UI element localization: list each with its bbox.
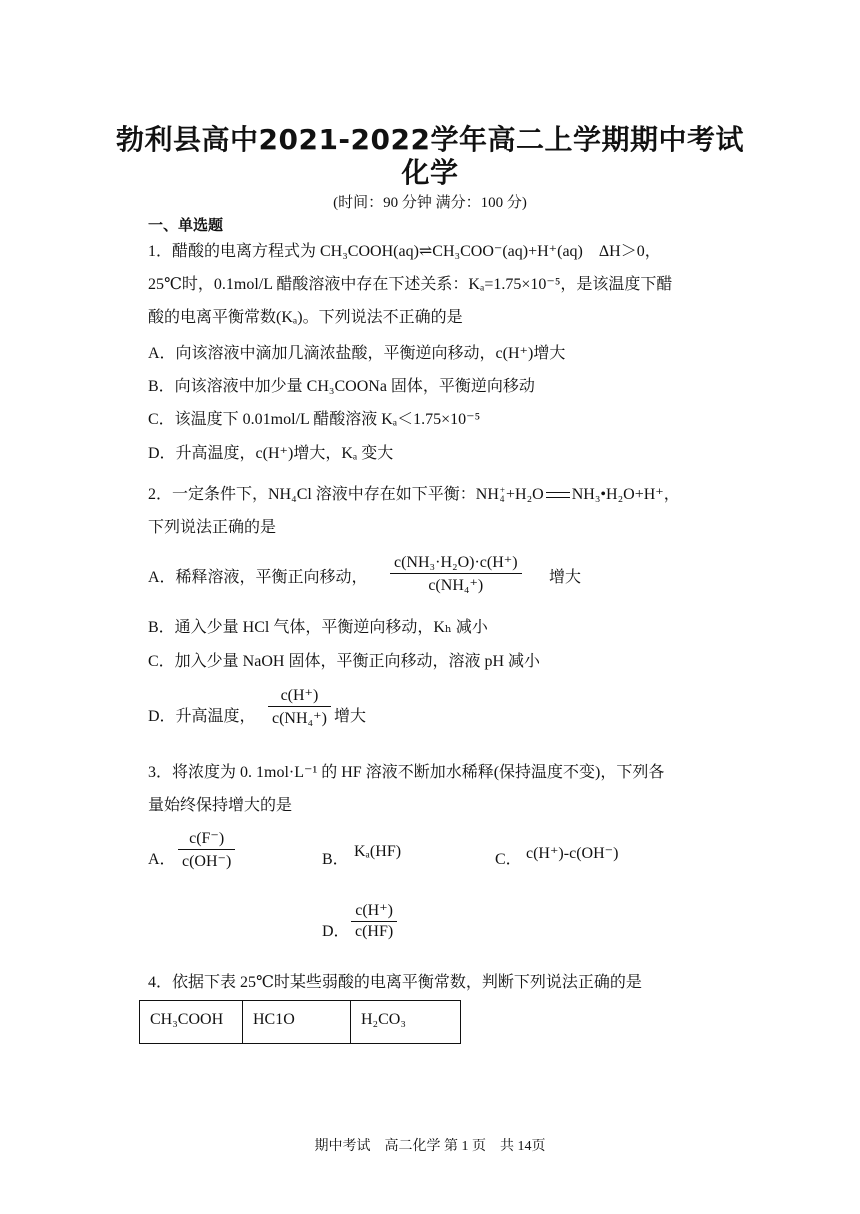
q2-option-d-post: 增大: [334, 708, 367, 725]
section-heading: 一、单选题: [148, 216, 224, 234]
fraction-denominator: c(OH⁻): [182, 853, 232, 870]
q4-line1: 4．依据下表 25℃时某些弱酸的电离平衡常数，判断下列说法正确的是: [148, 974, 642, 991]
q2-option-a-pre: A．稀释溶液，平衡正向移动，: [148, 569, 368, 586]
page-footer: 期中考试 高二化学 第 1 页 共 14页: [314, 1139, 546, 1154]
q2-line1-end: NH₃•H₂O+H⁺，: [571, 486, 680, 503]
q2-line1-post: +H₂O: [506, 486, 544, 503]
q2-option-a-fraction: [390, 552, 522, 595]
q3-line2: 量始终保持增大的是: [148, 797, 293, 814]
fraction-denominator: c(NH₄⁺): [272, 710, 327, 727]
table-cell: HC1O: [243, 1001, 351, 1044]
q3-option-d-fraction: [351, 900, 397, 941]
q3-option-a-label: A．: [148, 851, 176, 868]
page-subject: 化学: [401, 156, 459, 189]
table-cell: CH₃COOH: [140, 1001, 243, 1044]
q1-line1: 1．醋酸的电离方程式为 CH₃COOH(aq)⇌CH₃COO⁻(aq)+H⁺(aq) ΔH＞0，: [148, 243, 661, 260]
fraction-numerator: c(F⁻): [189, 830, 225, 847]
fraction-denominator: c(HF): [355, 923, 394, 940]
fraction-numerator: c(NH₃·H₂O)·c(H⁺): [394, 554, 518, 571]
q3-option-b-label: B．: [322, 851, 349, 868]
equilibrium-arrow-icon: [546, 489, 570, 501]
q2-line1-pre: 2．一定条件下，NH₄Cl 溶液中存在如下平衡：NH: [148, 486, 499, 503]
table-row: [140, 1001, 461, 1044]
q2-option-d-pre: D．升高温度，: [148, 708, 256, 725]
q3-option-c-label: C．: [495, 851, 522, 868]
q3-option-b-text: Kₐ(HF): [354, 843, 402, 860]
q3-option-a-fraction: [178, 828, 235, 871]
q1-line2: 25℃时，0.1mol/L 醋酸溶液中存在下述关系：Kₐ=1.75×10⁻⁵，是该温度下醋: [148, 276, 673, 293]
q3-option-d-label: D．: [322, 923, 350, 940]
q1-line3: 酸的电离平衡常数(Kₐ)。下列说法不正确的是: [148, 309, 463, 326]
fraction-numerator: c(H⁺): [280, 687, 319, 704]
table-cell: H₂CO₃: [351, 1001, 461, 1044]
q2-option-a-post: 增大: [549, 569, 582, 586]
exam-info: (时间：90 分钟 满分：100 分): [333, 195, 527, 211]
q2-option-b: B．通入少量 HCl 气体，平衡逆向移动，Kₕ 减小: [148, 619, 488, 636]
fraction-numerator: c(H⁺): [355, 902, 393, 919]
q2-option-d-fraction: [268, 685, 331, 728]
q3-line1: 3．将浓度为 0. 1mol·L⁻¹ 的 HF 溶液不断加水稀释(保持温度不变)，下列各: [148, 764, 665, 781]
fraction-denominator: c(NH₄⁺): [428, 577, 484, 594]
q1-option-d: D．升高温度，c(H⁺)增大，Kₐ 变大: [148, 445, 394, 462]
q1-option-b: B．向该溶液中加少量 CH₃COONa 固体，平衡逆向移动: [148, 378, 535, 395]
page-title: 勃利县高中2021-2022学年高二上学期期中考试: [116, 123, 744, 156]
q1-option-c: C．该温度下 0.01mol/L 醋酸溶液 Kₐ＜1.75×10⁻⁵: [148, 411, 481, 428]
acid-constants-table: [139, 1000, 461, 1044]
q1-option-a: A．向该溶液中滴加几滴浓盐酸，平衡逆向移动，c(H⁺)增大: [148, 345, 566, 362]
q2-line2: 下列说法正确的是: [148, 519, 277, 536]
q2-line1: [148, 481, 680, 504]
q2-option-c: C．加入少量 NaOH 固体，平衡正向移动，溶液 pH 减小: [148, 653, 540, 670]
q3-option-c-text: c(H⁺)-c(OH⁻): [526, 845, 619, 862]
nh4-ion-charge: + 4: [499, 485, 505, 505]
